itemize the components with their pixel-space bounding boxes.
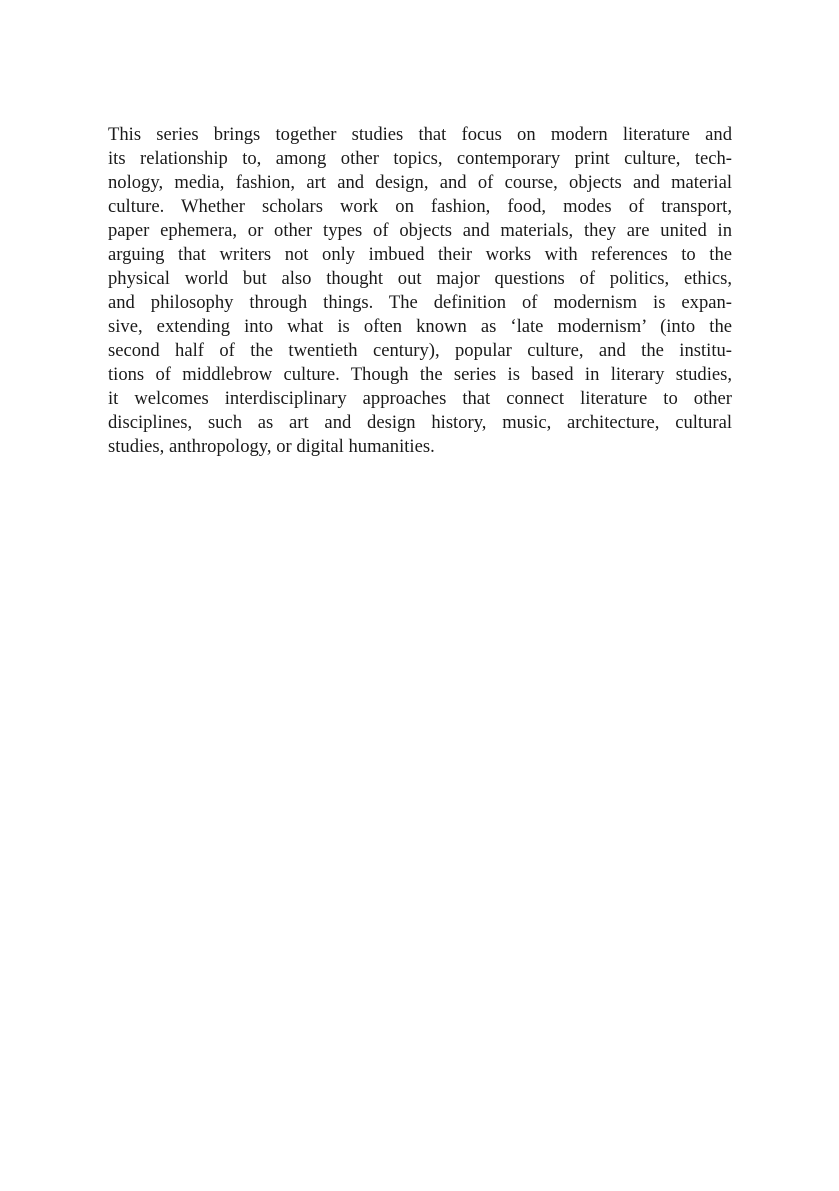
paragraph-line-13: disciplines, such as art and design history, music, architecture, cultural bbox=[108, 412, 732, 433]
paragraph-line-2: its relationship to, among other topics, contemporary print culture, tech- bbox=[108, 148, 732, 169]
paragraph-line-6: arguing that writers not only imbued their works with references to the bbox=[108, 244, 732, 265]
paragraph-line-9: sive, extending into what is often known as ‘late modernism’ (into the bbox=[108, 316, 732, 337]
series-description-paragraph bbox=[108, 123, 732, 459]
paragraph-line-3: nology, media, fashion, art and design, and of course, objects and material bbox=[108, 172, 732, 193]
paragraph-line-10: second half of the twentieth century), popular culture, and the institu- bbox=[108, 340, 732, 361]
paragraph-line-7: physical world but also thought out major questions of politics, ethics, bbox=[108, 268, 732, 289]
paragraph-line-4: culture. Whether scholars work on fashion, food, modes of transport, bbox=[108, 196, 732, 217]
paragraph-line-11: tions of middlebrow culture. Though the series is based in literary studies, bbox=[108, 364, 732, 385]
paragraph-line-14: studies, anthropology, or digital humanities. bbox=[108, 436, 435, 457]
paragraph-line-1: This series brings together studies that focus on modern literature and bbox=[108, 124, 732, 145]
paragraph-line-8: and philosophy through things. The definition of modernism is expan- bbox=[108, 292, 732, 313]
paragraph-line-12: it welcomes interdisciplinary approaches that connect literature to other bbox=[108, 388, 732, 409]
paragraph-line-5: paper ephemera, or other types of objects and materials, they are united in bbox=[108, 220, 732, 241]
